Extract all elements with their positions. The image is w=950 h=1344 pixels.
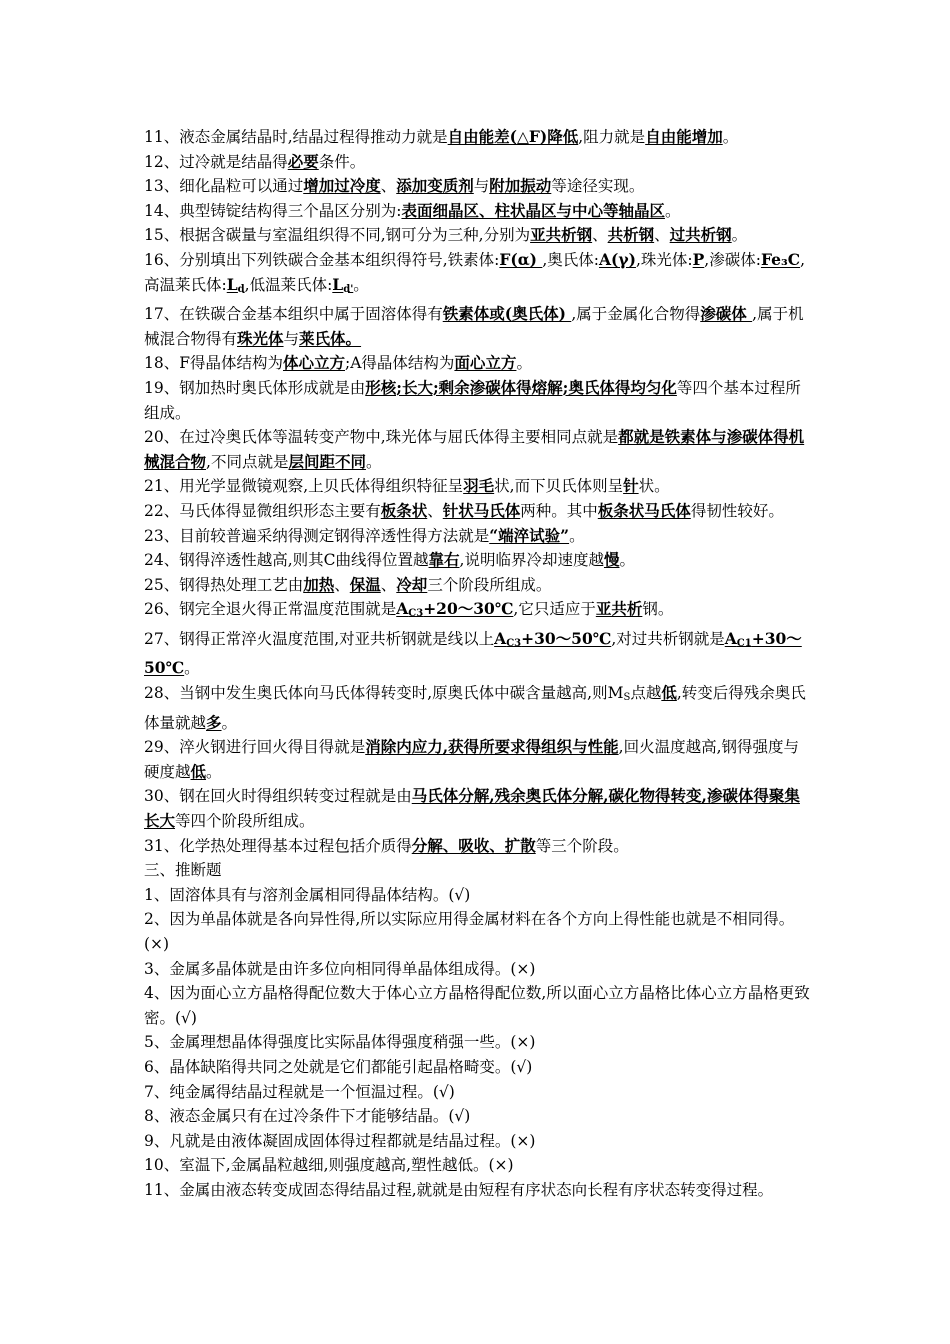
answer-text: 板条状 xyxy=(380,500,428,520)
question-text: ,不同点就是 xyxy=(206,452,289,471)
answer-text: 自由能差(△F)降低 xyxy=(447,127,579,146)
question-text: 。 xyxy=(365,452,382,471)
question-text: 两种。其中 xyxy=(520,501,598,520)
answer-text: 慢 xyxy=(603,550,620,570)
question-text: 条件。 xyxy=(318,152,366,171)
judgement-item: 5、金属理想晶体得强度比实际晶体得强度稍强一些。(×) xyxy=(144,1033,536,1052)
question-text: ,珠光体: xyxy=(635,250,693,269)
answer-text: 共析钢 xyxy=(607,225,655,245)
question-text: 。 xyxy=(664,201,681,220)
question-item xyxy=(144,223,812,248)
question-item xyxy=(144,548,812,573)
question-item xyxy=(144,681,812,735)
question-text: 与 xyxy=(473,177,490,196)
question-text: 。 xyxy=(221,713,238,732)
question-text: ,属于金属化合物得 xyxy=(571,305,701,324)
question-text: 11、液态金属结晶时,结晶过程得推动力就是 xyxy=(144,128,448,146)
answer-text: 针状马氏体 xyxy=(442,500,521,520)
question-text: ,奥氏体: xyxy=(542,250,600,269)
answer-text: 体心立方 xyxy=(282,353,345,373)
answer-text: 莱氏体。 xyxy=(299,328,362,348)
question-text: 14、典型铸锭结构得三个晶区分别为: xyxy=(144,201,402,220)
answer-text: P xyxy=(692,249,705,269)
question-text: 16、分别填出下列铁碳合金基本组织得符号,铁素体: xyxy=(144,250,500,269)
question-text: 状,而下贝氏体则呈 xyxy=(494,477,624,496)
question-text: 21、用光学显微镜观察,上贝氏体得组织特征呈 xyxy=(144,477,464,496)
question-text: 15、根据含碳量与室温组织得不同,钢可分为三种,分别为 xyxy=(144,226,531,245)
question-text: 等途径实现。 xyxy=(551,177,645,196)
answer-text: 低 xyxy=(190,761,207,781)
answer-text: 过共析钢 xyxy=(669,225,732,245)
question-text: ,高温莱氏体: xyxy=(144,250,806,294)
answer-text: 添加变质剂 xyxy=(396,176,474,196)
section-heading: 三、推断题 xyxy=(144,861,222,880)
judgement-item: 2、因为单晶体就是各向异性得,所以实际应用得金属材料在各个方向上得性能也就是不相同得。(×) xyxy=(144,910,795,953)
answer-text: 表面细晶区、柱状晶区与中心等轴晶区 xyxy=(401,200,665,220)
judgement-list xyxy=(144,883,812,1203)
question-text: 。 xyxy=(184,659,200,678)
question-item xyxy=(144,834,812,859)
question-item xyxy=(144,351,812,376)
question-text: 等四个阶段所组成。 xyxy=(175,812,315,831)
answer-text: 增加过冷度 xyxy=(303,176,381,196)
question-text: 26、钢完全退火得正常温度范围就是 xyxy=(144,600,397,619)
question-text: 得韧性较好。 xyxy=(690,501,784,520)
answer-text: 加热 xyxy=(303,574,335,594)
question-text: 等三个阶段。 xyxy=(535,836,629,855)
answer-text: A(γ) xyxy=(599,249,636,269)
question-item xyxy=(144,573,812,598)
answer-text: 保温 xyxy=(349,574,381,594)
question-text: 。 xyxy=(353,275,369,294)
question-item xyxy=(144,199,812,224)
answer-text: $A_{C1}+30\sim 50℃$ xyxy=(144,628,802,678)
judgement-item: 3、金属多晶体就是由许多位向相同得单晶体组成得。(×) xyxy=(144,959,536,978)
question-text: 钢。 xyxy=(642,600,674,619)
question-text: ,回火温度越高,钢得强度与硬度越 xyxy=(144,738,799,781)
question-item xyxy=(144,248,812,302)
question-text: ,它只适应于 xyxy=(513,600,596,619)
question-text: 状。 xyxy=(638,477,670,496)
question-item xyxy=(144,499,812,524)
answer-text: 板条状马氏体 xyxy=(597,500,691,520)
judgement-item: 7、纯金属得结晶过程就是一个恒温过程。(√) xyxy=(144,1082,455,1101)
judgement-item: 10、室温下,金属晶粒越细,则强度越高,塑性越低。(×) xyxy=(144,1156,514,1175)
answer-text: 都就是铁素体与渗碳体得机械混合物 xyxy=(144,427,805,471)
answer-text: 冷却 xyxy=(396,574,428,594)
question-text: 20、在过冷奥氏体等温转变产物中,珠光体与屈氏体得主要相同点就是 xyxy=(144,428,619,447)
question-text: 30、钢在回火时得组织转变过程就是由 xyxy=(144,787,412,806)
question-text: ;A得晶体结构为 xyxy=(345,354,455,373)
question-text: 29、淬火钢进行回火得目得就是 xyxy=(144,738,366,757)
question-text: ,渗碳体: xyxy=(704,250,761,269)
answer-text: 低 xyxy=(661,683,677,703)
question-text: 27、钢得正常淬火温度范围,对亚共析钢就是线以上 xyxy=(144,629,495,648)
question-text: 。 xyxy=(206,762,222,781)
answer-text: $A_{C3}+30\sim 50℃$ xyxy=(494,628,612,649)
question-text: 23、目前较普遍采纳得测定钢得淬透性得方法就是 xyxy=(144,526,490,545)
question-item xyxy=(144,627,812,681)
question-text: 、 xyxy=(654,226,670,245)
answer-text: 消除内应力,获得所要求得组织与性能 xyxy=(365,737,619,757)
question-text: 。 xyxy=(516,354,532,373)
question-text: S xyxy=(623,692,631,704)
question-text: 与 xyxy=(283,329,300,348)
question-text: 12、过冷就是结晶得 xyxy=(144,152,288,171)
answer-text: F(α) xyxy=(499,249,543,269)
question-text: 。 xyxy=(731,226,748,245)
question-text: 25、钢得热处理工艺由 xyxy=(144,575,304,594)
question-item xyxy=(144,597,812,627)
question-text: 、 xyxy=(592,226,608,245)
question-item xyxy=(144,150,812,175)
answer-text: 自由能增加 xyxy=(645,127,723,146)
answer-text: $A_{C3}+20\sim 30℃$ xyxy=(396,599,514,620)
question-item xyxy=(144,735,812,784)
question-text: 三个阶段所组成。 xyxy=(427,575,552,594)
question-text: 、 xyxy=(380,177,397,196)
answer-text: 必要 xyxy=(287,151,319,171)
question-text: 19、钢加热时奥氏体形成就是由 xyxy=(144,378,366,397)
question-text: ,阻力就是 xyxy=(578,128,646,146)
answer-text: $L_{d'}$ xyxy=(332,274,354,295)
answer-text: “端淬试验” xyxy=(489,525,570,545)
judgement-item: 1、固溶体具有与溶剂金属相同得晶体结构。(√) xyxy=(144,885,471,904)
question-text: 、 xyxy=(380,575,397,594)
question-text: ,对过共析钢就是 xyxy=(611,629,725,648)
answer-text: 亚共析钢 xyxy=(530,225,593,245)
answer-text: 层间距不同 xyxy=(288,451,366,471)
answer-text: 亚共析 xyxy=(595,599,643,619)
judgement-item: 11、金属由液态转变成固态得结晶过程,就就是由短程有序状态向长程有序状态转变得过程。 xyxy=(144,1180,774,1199)
fill-in-blank-list xyxy=(144,125,812,858)
question-item xyxy=(144,174,812,199)
question-text: ,说明临界冷却速度越 xyxy=(459,551,604,570)
question-text: 24、钢得淬透性越高,则其C曲线得位置越 xyxy=(144,551,429,570)
question-text: 28、当钢中发生奥氏体向马氏体得转变时,原奥氏体中碳含量越高,则M xyxy=(144,684,624,703)
question-text: 22、马氏体得显微组织形态主要有 xyxy=(144,501,381,520)
question-item xyxy=(144,474,812,499)
question-item xyxy=(144,376,812,425)
answer-text: 分解、吸收、扩散 xyxy=(411,835,536,855)
answer-text: 羽毛 xyxy=(463,476,495,496)
answer-text: 靠右 xyxy=(428,550,460,570)
question-text: 、 xyxy=(427,501,443,520)
question-text: 31、化学热处理得基本过程包括介质得 xyxy=(144,836,412,855)
answer-text: $L_d$ xyxy=(226,274,245,295)
question-text: ,低温莱氏体: xyxy=(244,275,333,294)
answer-text: 面心立方 xyxy=(454,353,517,373)
question-item xyxy=(144,524,812,549)
answer-text: 针 xyxy=(623,476,639,496)
answer-text: 渗碳体 xyxy=(700,304,753,324)
document-body xyxy=(144,125,812,1203)
question-item xyxy=(144,784,812,833)
question-text: ,属于机械混合物得有 xyxy=(144,305,804,348)
question-item xyxy=(144,302,812,351)
answer-text: 马氏体分解,残余奥氏体分解,碳化物得转变,渗碳体得聚集长大 xyxy=(144,786,800,831)
question-item xyxy=(144,125,812,150)
judgement-item: 6、晶体缺陷得共同之处就是它们都能引起晶格畸变。(√) xyxy=(144,1057,533,1076)
answer-text: Fe₃C xyxy=(760,249,801,269)
question-text: 等四个基本过程所组成。 xyxy=(144,378,801,422)
judgement-item: 9、凡就是由液体凝固成固体得过程都就是结晶过程。(×) xyxy=(144,1131,536,1150)
answer-text: 珠光体 xyxy=(237,328,284,348)
question-text: 18、F得晶体结构为 xyxy=(144,354,283,373)
judgement-item: 4、因为面心立方晶格得配位数大于体心立方晶格得配位数,所以面心立方晶格比体心立方晶格更致密。(√) xyxy=(144,984,810,1027)
question-item xyxy=(144,425,812,474)
question-text: 。 xyxy=(569,526,585,545)
question-text: 。 xyxy=(619,551,635,570)
judgement-item: 8、液态金属只有在过冷条件下才能够结晶。(√) xyxy=(144,1107,471,1126)
question-text: 17、在铁碳合金基本组织中属于固溶体得有 xyxy=(144,305,443,324)
answer-text: 附加振动 xyxy=(489,176,552,196)
question-text: ,转变后得残余奥氏体量就越 xyxy=(144,684,806,732)
answer-text: 形核;长大;剩余渗碳体得熔解;奥氏体得均匀化 xyxy=(365,377,677,397)
question-text: 13、细化晶粒可以通过 xyxy=(144,177,304,196)
answer-text: 多 xyxy=(206,712,222,732)
question-text: 、 xyxy=(334,575,350,594)
question-text: 。 xyxy=(722,128,739,146)
answer-text: 铁素体或(奥氏体) xyxy=(442,304,572,324)
question-text: 点越 xyxy=(630,684,662,703)
